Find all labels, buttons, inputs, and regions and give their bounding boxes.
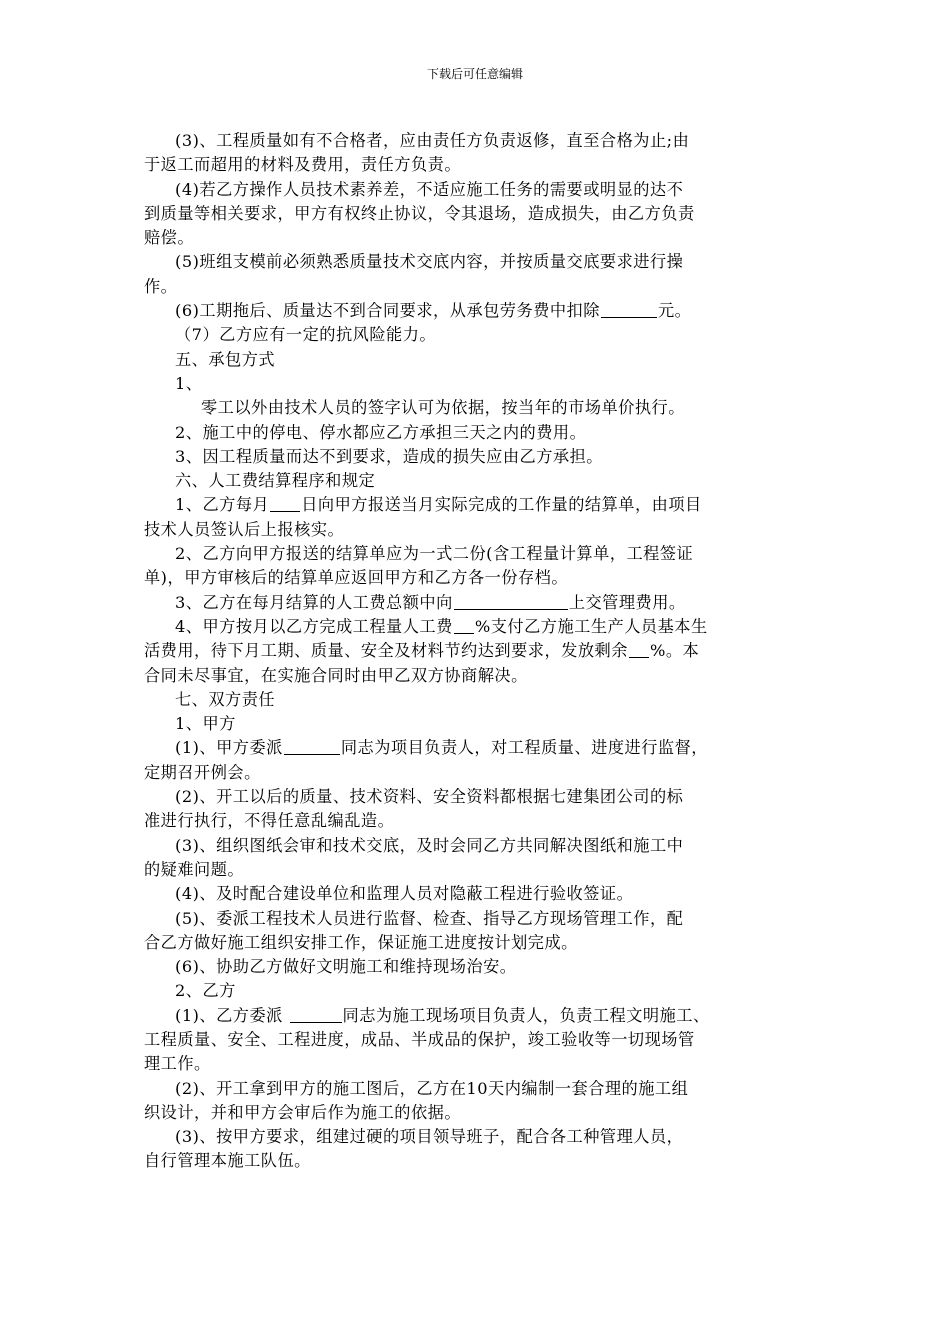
paragraph-line: (3)、工程质量如有不合格者，应由责任方负责返修，直至合格为止;由: [175, 131, 690, 150]
text-segment: %支付乙方施工生产人员基本生: [474, 616, 708, 636]
paragraph-line: 到质量等相关要求，甲方有权终止协议，令其退场，造成损失，由乙方负责: [144, 203, 695, 223]
paragraph-line: 织设计，并和甲方会审后作为施工的依据。: [144, 1102, 462, 1122]
text-segment: 活费用，待下月工期、质量、安全及材料节约达到要求，发放剩余: [144, 641, 628, 661]
paragraph-line: 合同未尽事宜，在实施合同时由甲乙双方协商解决。: [144, 665, 528, 685]
fill-in-blank: [601, 301, 657, 318]
section-heading: 六、人工费结算程序和规定: [175, 471, 376, 491]
paragraph-line: (5)、委派工程技术人员进行监督、检查、指导乙方现场管理工作，配: [175, 908, 684, 928]
document-body: [144, 129, 794, 1174]
paragraph-line: 准进行执行，不得任意乱编乱造。: [144, 811, 395, 831]
paragraph-line: (3)、组织图纸会审和技术交底，及时会同乙方共同解决图纸和施工中: [175, 835, 684, 855]
paragraph-line: (4)若乙方操作人员技术素养差，不适应施工任务的需要或明显的达不: [175, 179, 684, 199]
page-header: 下载后可任意编辑: [426, 67, 523, 81]
section-heading: 五、承包方式: [175, 349, 276, 369]
fill-in-blank: [629, 641, 649, 658]
text-segment: 同志为项目负责人，对工程质量、进度进行监督，: [340, 738, 708, 758]
fill-in-blank: [284, 738, 340, 755]
fill-in-blank: [290, 1006, 342, 1023]
paragraph-line: 零工以外由技术人员的签字认可为依据，按当年的市场单价执行。: [201, 398, 685, 418]
paragraph-line: 于返工而超用的材料及费用，责任方负责。: [144, 155, 462, 175]
fill-in-blank: [270, 495, 300, 512]
text-segment: 1、乙方每月: [175, 495, 270, 515]
paragraph-line: [144, 1004, 794, 1028]
text-segment: 日向甲方报送当月实际完成的工作量的结算单，由项目: [301, 495, 702, 515]
paragraph-line: (5)班组支模前必须熟悉质量技术交底内容，并按质量交底要求进行操: [175, 252, 684, 272]
fill-in-blank: [454, 593, 568, 610]
text-segment: 上交管理费用。: [568, 592, 686, 612]
paragraph-line: 自行管理本施工队伍。: [144, 1151, 311, 1171]
paragraph-line: (3)、按甲方要求，组建过硬的项目领导班子，配合各工种管理人员，: [175, 1127, 684, 1147]
paragraph-line: 的疑难问题。: [144, 859, 245, 879]
paragraph-line: 赔偿。: [144, 228, 195, 248]
text-segment: 4、甲方按月以乙方完成工程量人工费: [175, 616, 453, 636]
paragraph-line: 2、施工中的停电、停水都应乙方承担三天之内的费用。: [175, 422, 587, 442]
paragraph-line: 工程质量、安全、工程进度，成品、半成品的保护，竣工验收等一切现场管: [144, 1029, 695, 1049]
section-heading: 七、双方责任: [175, 689, 276, 709]
paragraph-line: 1、: [175, 373, 203, 393]
paragraph-line: [144, 639, 794, 663]
paragraph-line: [144, 736, 794, 760]
paragraph-line: 2、乙方向甲方报送的结算单应为一式二份(含工程量计算单，工程签证: [175, 544, 694, 564]
paragraph-line: 合乙方做好施工组织安排工作，保证施工进度按计划完成。: [144, 932, 578, 952]
paragraph-line: (2)、开工以后的质量、技术资料、安全资料都根据七建集团公司的标: [175, 787, 684, 807]
text-segment: 同志为施工现场项目负责人，负责工程文明施工、: [342, 1005, 710, 1025]
paragraph-line: (2)、开工拿到甲方的施工图后，乙方在10天内编制一套合理的施工组: [175, 1078, 689, 1098]
text-segment: (1)、乙方委派: [175, 1005, 283, 1025]
text-segment: (1)、甲方委派: [175, 738, 283, 758]
text-segment: %。本: [649, 641, 700, 661]
paragraph-line: [144, 591, 794, 615]
paragraph-line: 3、因工程质量而达不到要求，造成的损失应由乙方承担。: [175, 446, 603, 466]
subsection-heading: 1、甲方: [175, 714, 236, 734]
paragraph-line: (6)、协助乙方做好文明施工和维持现场治安。: [175, 957, 517, 977]
subsection-heading: 2、乙方: [175, 981, 236, 1001]
paragraph-line: 理工作。: [144, 1054, 211, 1074]
paragraph-line: 技术人员签认后上报核实。: [144, 519, 345, 539]
paragraph-line: （7）乙方应有一定的抗风险能力。: [175, 325, 437, 345]
paragraph-line: [144, 493, 794, 517]
paragraph-line: [144, 299, 794, 323]
paragraph-line: [144, 615, 794, 639]
fill-in-blank: [454, 617, 474, 634]
paragraph-line: 单)，甲方审核后的结算单应返回甲方和乙方各一份存档。: [144, 568, 569, 588]
text-segment: 元。: [657, 301, 692, 321]
paragraph-line: 定期召开例会。: [144, 762, 261, 782]
text-segment: (6)工期拖后、质量达不到合同要求，从承包劳务费中扣除: [175, 301, 600, 321]
text-segment: 3、乙方在每月结算的人工费总额中向: [175, 592, 453, 612]
paragraph-line: (4)、及时配合建设单位和监理人员对隐蔽工程进行验收签证。: [175, 884, 634, 904]
paragraph-line: 作。: [144, 276, 178, 296]
